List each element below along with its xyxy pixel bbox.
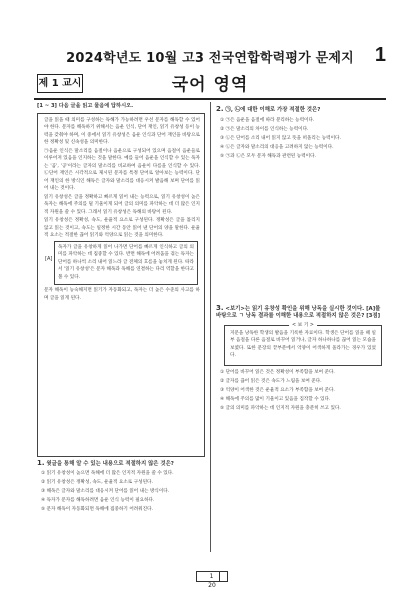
bogi-label: < 보 기 >	[289, 322, 317, 330]
bogi-text: 지문을 낭독한 학생의 발음을 기록한 자료이다. 학생은 단어를 읽을 때 일부 음절을 다른 음절로 바꾸어 읽거나, 글자 하나하나를 끊어 읽는 모습을 보였다. 또한 문장의 끝부분에서 억양이 어색하게 올라가는 경우가 있었다.	[230, 330, 376, 359]
answer-option[interactable]: ⑤ 글의 의미를 파악하는 데 인지적 자원을 충분히 쓰고 있다.	[220, 406, 341, 412]
header-rule	[34, 98, 386, 100]
page-counter	[196, 571, 228, 589]
question-stem: ㉠, ㉡에 대한 이해로 가장 적절한 것은?	[225, 107, 321, 113]
right-column	[216, 103, 386, 414]
current-page: 1	[204, 572, 220, 581]
answer-option[interactable]: ④ 독자가 문자를 해독하려면 음운 인식 능력이 필요하다.	[41, 498, 155, 504]
answer-option[interactable]: ① 단어를 바꾸어 읽은 것은 정확성이 부족함을 보여 준다.	[220, 369, 335, 375]
answer-option[interactable]: ② 읽기 유창성은 정확성, 속도, 운율적 요소로 구성된다.	[41, 480, 153, 486]
passage-paragraph: 읽기 유창성은 정확성, 속도, 운율적 요소로 구성된다. 정확성은 글을 틀리지 않고 읽는 것이고, 속도는 일정한 시간 동안 읽어 낸 단어의 양을 말한다. 운율적 요소는 적절한 끊어 읽기와 억양으로 읽는 것을 의미한다.	[44, 218, 200, 238]
answer-option[interactable]: ③ 억양이 어색한 것은 운율적 요소가 부족함을 보여 준다.	[220, 388, 335, 394]
left-column	[37, 103, 205, 515]
question-1	[37, 460, 205, 469]
question-number: 2.	[216, 105, 224, 113]
question-stem: <보기>는 읽기 유창성 확인을 위해 낭독을 실시한 것이다. [A]를 바탕으로 ㄱ 낭독 결과를 이해한 내용으로 적절하지 않은 것은? [3점]	[216, 305, 381, 320]
passage-paragraph: 문자 해독이 능숙해지면 읽기가 자동화되고, 독자는 더 높은 수준의 사고를 하며 글을 읽게 된다.	[44, 288, 200, 301]
blank-space	[216, 162, 386, 302]
column-divider	[210, 102, 211, 552]
passage-paragraph: 읽기 유창성은 글을 정확하고 빠르게 읽어 내는 능력으로, 읽기 유창성이 높은 독자는 해독에 주의를 덜 기울이게 되어 글의 의미를 파악하는 데 더 많은 인지적 자원을 쓸 수 있다. 그래서 읽기 유창성은 독해의 바탕이 된다.	[44, 194, 200, 215]
question-3	[216, 305, 386, 321]
page-number: 1	[374, 44, 386, 66]
question-number: 3.	[216, 303, 224, 312]
session-label: 제 1 교시	[37, 74, 83, 93]
box-a-text: 독자가 글을 유창하게 읽어 나가면 단어를 빠르게 인식하고 글의 의미를 파악하는 데 집중할 수 있다. 반면 해독에 어려움을 겪는 독자는 단어를 하나씩 소리 내어 읽느라 글 전체의 흐름을 놓치게 된다. 따라서 '읽기 유창성'은 문자 해독과 독해를 연결하는 다리 역할을 한다고 볼 수 있다.	[58, 244, 194, 280]
answer-option[interactable]: ③ ㉡은 단어를 소리 내어 읽지 않고 뜻을 떠올리는 능력이다.	[220, 135, 341, 141]
exam-title: 2024학년도 10월 고3 전국연합학력평가 문제지	[66, 51, 354, 66]
passage-paragraph: ㉠음운 인식은 말소리를 음절이나 음운으로 구성되어 있으며 음절이 음운들로 이루어져 있음을 인지하는 것을 말한다. 예를 들어 음운을 인식할 수 있는 독자는 '곰', '공'이라는 글자의 말소리를 비교하여 음운이 다름을 인식할 수 있다. ㉡단어 재인은 시각적으로 제시된 문자를 특정 단어로 알아보는 능력이다. 단어 재인의 한 방식인 해독은 글자와 말소리를 대응시켜 발음해 보며 단어를 읽어 내는 것이다.	[44, 148, 200, 191]
answer-option[interactable]: ① 읽기 유창성이 높으면 독해에 더 많은 인지적 자원을 쓸 수 있다.	[41, 471, 174, 476]
question-2	[216, 106, 386, 115]
answer-option[interactable]: ② ㉠은 말소리의 차이를 인식하는 능력이다.	[220, 126, 309, 132]
bogi-box	[224, 322, 382, 366]
answer-option[interactable]: ③ 해독은 글자와 말소리를 대응시켜 단어를 읽어 내는 방식이다.	[41, 489, 170, 495]
answer-option[interactable]: ① ㉠은 음운을 음절에 따라 분리하는 능력이다.	[220, 117, 315, 123]
box-a-tag: [A]	[45, 255, 53, 262]
passage-instruction: [1 ~ 3] 다음 글을 읽고 물음에 답하시오.	[37, 103, 134, 109]
answer-option[interactable]: ② 글자를 끊어 읽은 것은 속도가 느림을 보여 준다.	[220, 379, 322, 385]
answer-option[interactable]: ④ ㉡은 글자와 말소리의 대응을 고려하지 않는 능력이다.	[220, 144, 334, 150]
question-stem: 윗글을 통해 알 수 있는 내용으로 적절하지 않은 것은?	[46, 460, 174, 467]
total-pages: 20	[208, 582, 216, 589]
reading-passage	[37, 113, 205, 457]
answer-option[interactable]: ⑤ 문자 해독이 자동화되면 독해에 집중하기 어려워진다.	[41, 507, 153, 513]
subject-title: 국어 영역	[171, 75, 249, 95]
boxed-section-a	[45, 241, 198, 286]
answer-option[interactable]: ⑤ ㉠과 ㉡은 모두 문자 해독과 관련된 능력이다.	[220, 153, 316, 159]
passage-paragraph: 글을 읽을 때 의미를 구성하는 독해가 가능하려면 우선 문자를 해독할 수 있어야 한다. 문자를 해독하기 위해서는 음운 인식, 단어 재인, 읽기 유창성 등이 능력을 갖춰야 하며, 이 중에서 읽기 유창성은 음운 인식과 단어 재인을 바탕으로 한 정확성 및 신속성을 의미한다.	[44, 117, 200, 145]
question-number: 1.	[37, 458, 45, 467]
answer-option[interactable]: ④ 해독에 주의를 많이 기울이고 있음을 짐작할 수 있다.	[220, 397, 331, 403]
